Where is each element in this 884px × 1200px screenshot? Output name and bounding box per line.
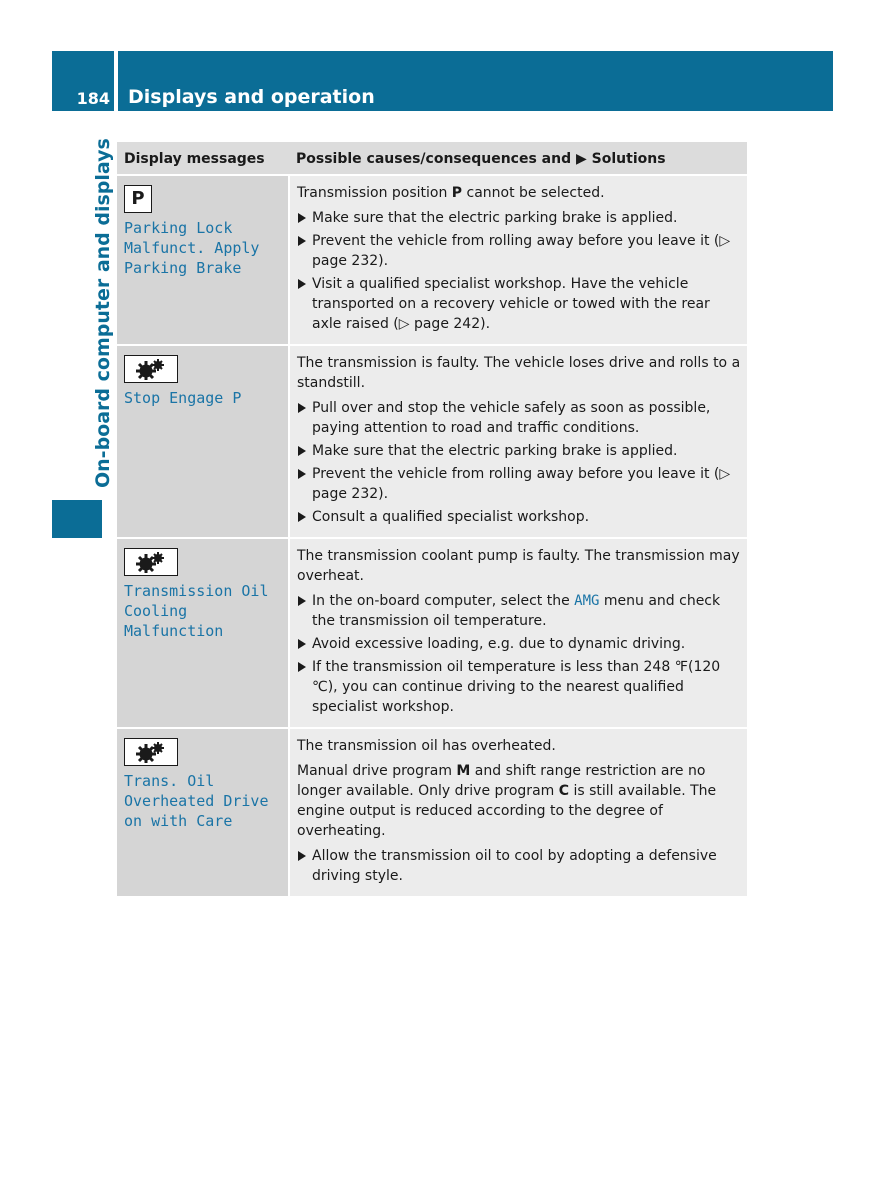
cause-solution-cell [289, 728, 747, 897]
park-p-icon [124, 185, 152, 213]
display-message-text: Trans. Oil Overheated Drive on with Care [124, 772, 269, 830]
park-p-icon-letter: P [131, 188, 145, 209]
drive-program-m: M [456, 763, 471, 779]
page-number: 184 [76, 89, 110, 108]
solution-item: Prevent the vehicle from rolling away before you leave it (▷ page 232). [297, 231, 741, 271]
solution-item: Consult a qualified specialist workshop. [297, 507, 741, 527]
solution-item: Make sure that the electric parking brake is applied. [297, 441, 741, 461]
side-tab-marker [52, 500, 102, 538]
solution-item: Make sure that the electric parking brake is applied. [297, 208, 741, 228]
header-causes-text: Possible causes/consequences and [296, 151, 576, 167]
table-row [117, 345, 747, 538]
display-messages-table [117, 142, 747, 898]
section-title: Displays and operation [128, 86, 375, 108]
table-row [117, 728, 747, 897]
solution-item: Visit a qualified specialist workshop. Have the vehicle transported on a recovery vehicle or towed with the rear axle raised (▷ page 242). [297, 274, 741, 334]
solution-item: Pull over and stop the vehicle safely as soon as possible, paying attention to road and traffic conditions. [297, 398, 741, 438]
display-message-text: Transmission Oil Cooling Malfunction [124, 582, 269, 640]
header-display-messages: Display messages [117, 142, 289, 175]
cause-solution-cell [289, 538, 747, 728]
cause-text: The transmission coolant pump is faulty. The transmission may overheat. [297, 548, 740, 584]
display-message-text: Stop Engage P [124, 389, 242, 407]
gear-warning-icon [124, 355, 178, 383]
header-causes-solutions [289, 142, 747, 175]
solution-item: Avoid excessive loading, e.g. due to dynamic driving. [297, 634, 741, 654]
header-solutions-text: Solutions [586, 151, 666, 167]
cause-solution-cell [289, 345, 747, 538]
table-row [117, 538, 747, 728]
display-message-cell [117, 345, 289, 538]
gear-warning-icon [124, 548, 178, 576]
amg-menu-label: AMG [574, 593, 600, 609]
cause-text-bold: P [451, 185, 463, 201]
cause-text: The transmission is faulty. The vehicle loses drive and rolls to a standstill. [297, 355, 741, 391]
cause-detail-text [297, 761, 741, 841]
cause-detail-e: is still available. The engine output is reduced according to the degree of overheating. [297, 783, 717, 839]
solution-item [297, 591, 741, 631]
table-row [117, 175, 747, 345]
solution-item: If the transmission oil temperature is less than 248 ℉(120 ℃), you can continue driving to the nearest qualified specialist workshop. [297, 657, 741, 717]
solution-item: Prevent the vehicle from rolling away before you leave it (▷ page 232). [297, 464, 741, 504]
cause-text-post: cannot be selected. [462, 185, 605, 201]
cause-text-pre: Transmission position [297, 185, 452, 201]
side-tab-label: On-board computer and displays [92, 138, 114, 488]
display-message-text: Parking Lock Malfunct. Apply Parking Brake [124, 219, 260, 277]
display-message-cell [117, 728, 289, 897]
solution-item-pre: In the on-board computer, select the [312, 593, 575, 609]
cause-detail-c: and shift range restriction are no longer available. Only drive program [297, 763, 706, 799]
solution-item: Allow the transmission oil to cool by adopting a defensive driving style. [297, 846, 741, 886]
display-message-cell [117, 175, 289, 345]
display-message-cell [117, 538, 289, 728]
solution-item-post: menu and check the transmission oil temperature. [312, 593, 721, 629]
drive-program-c: C [558, 783, 570, 799]
gear-warning-icon [124, 738, 178, 766]
solutions-arrow-icon: ▶ [576, 151, 587, 167]
cause-text: The transmission oil has overheated. [297, 738, 556, 754]
cause-solution-cell [289, 175, 747, 345]
cause-text [297, 183, 741, 203]
table-header-row [117, 142, 747, 175]
cause-detail-a: Manual drive program [297, 763, 457, 779]
